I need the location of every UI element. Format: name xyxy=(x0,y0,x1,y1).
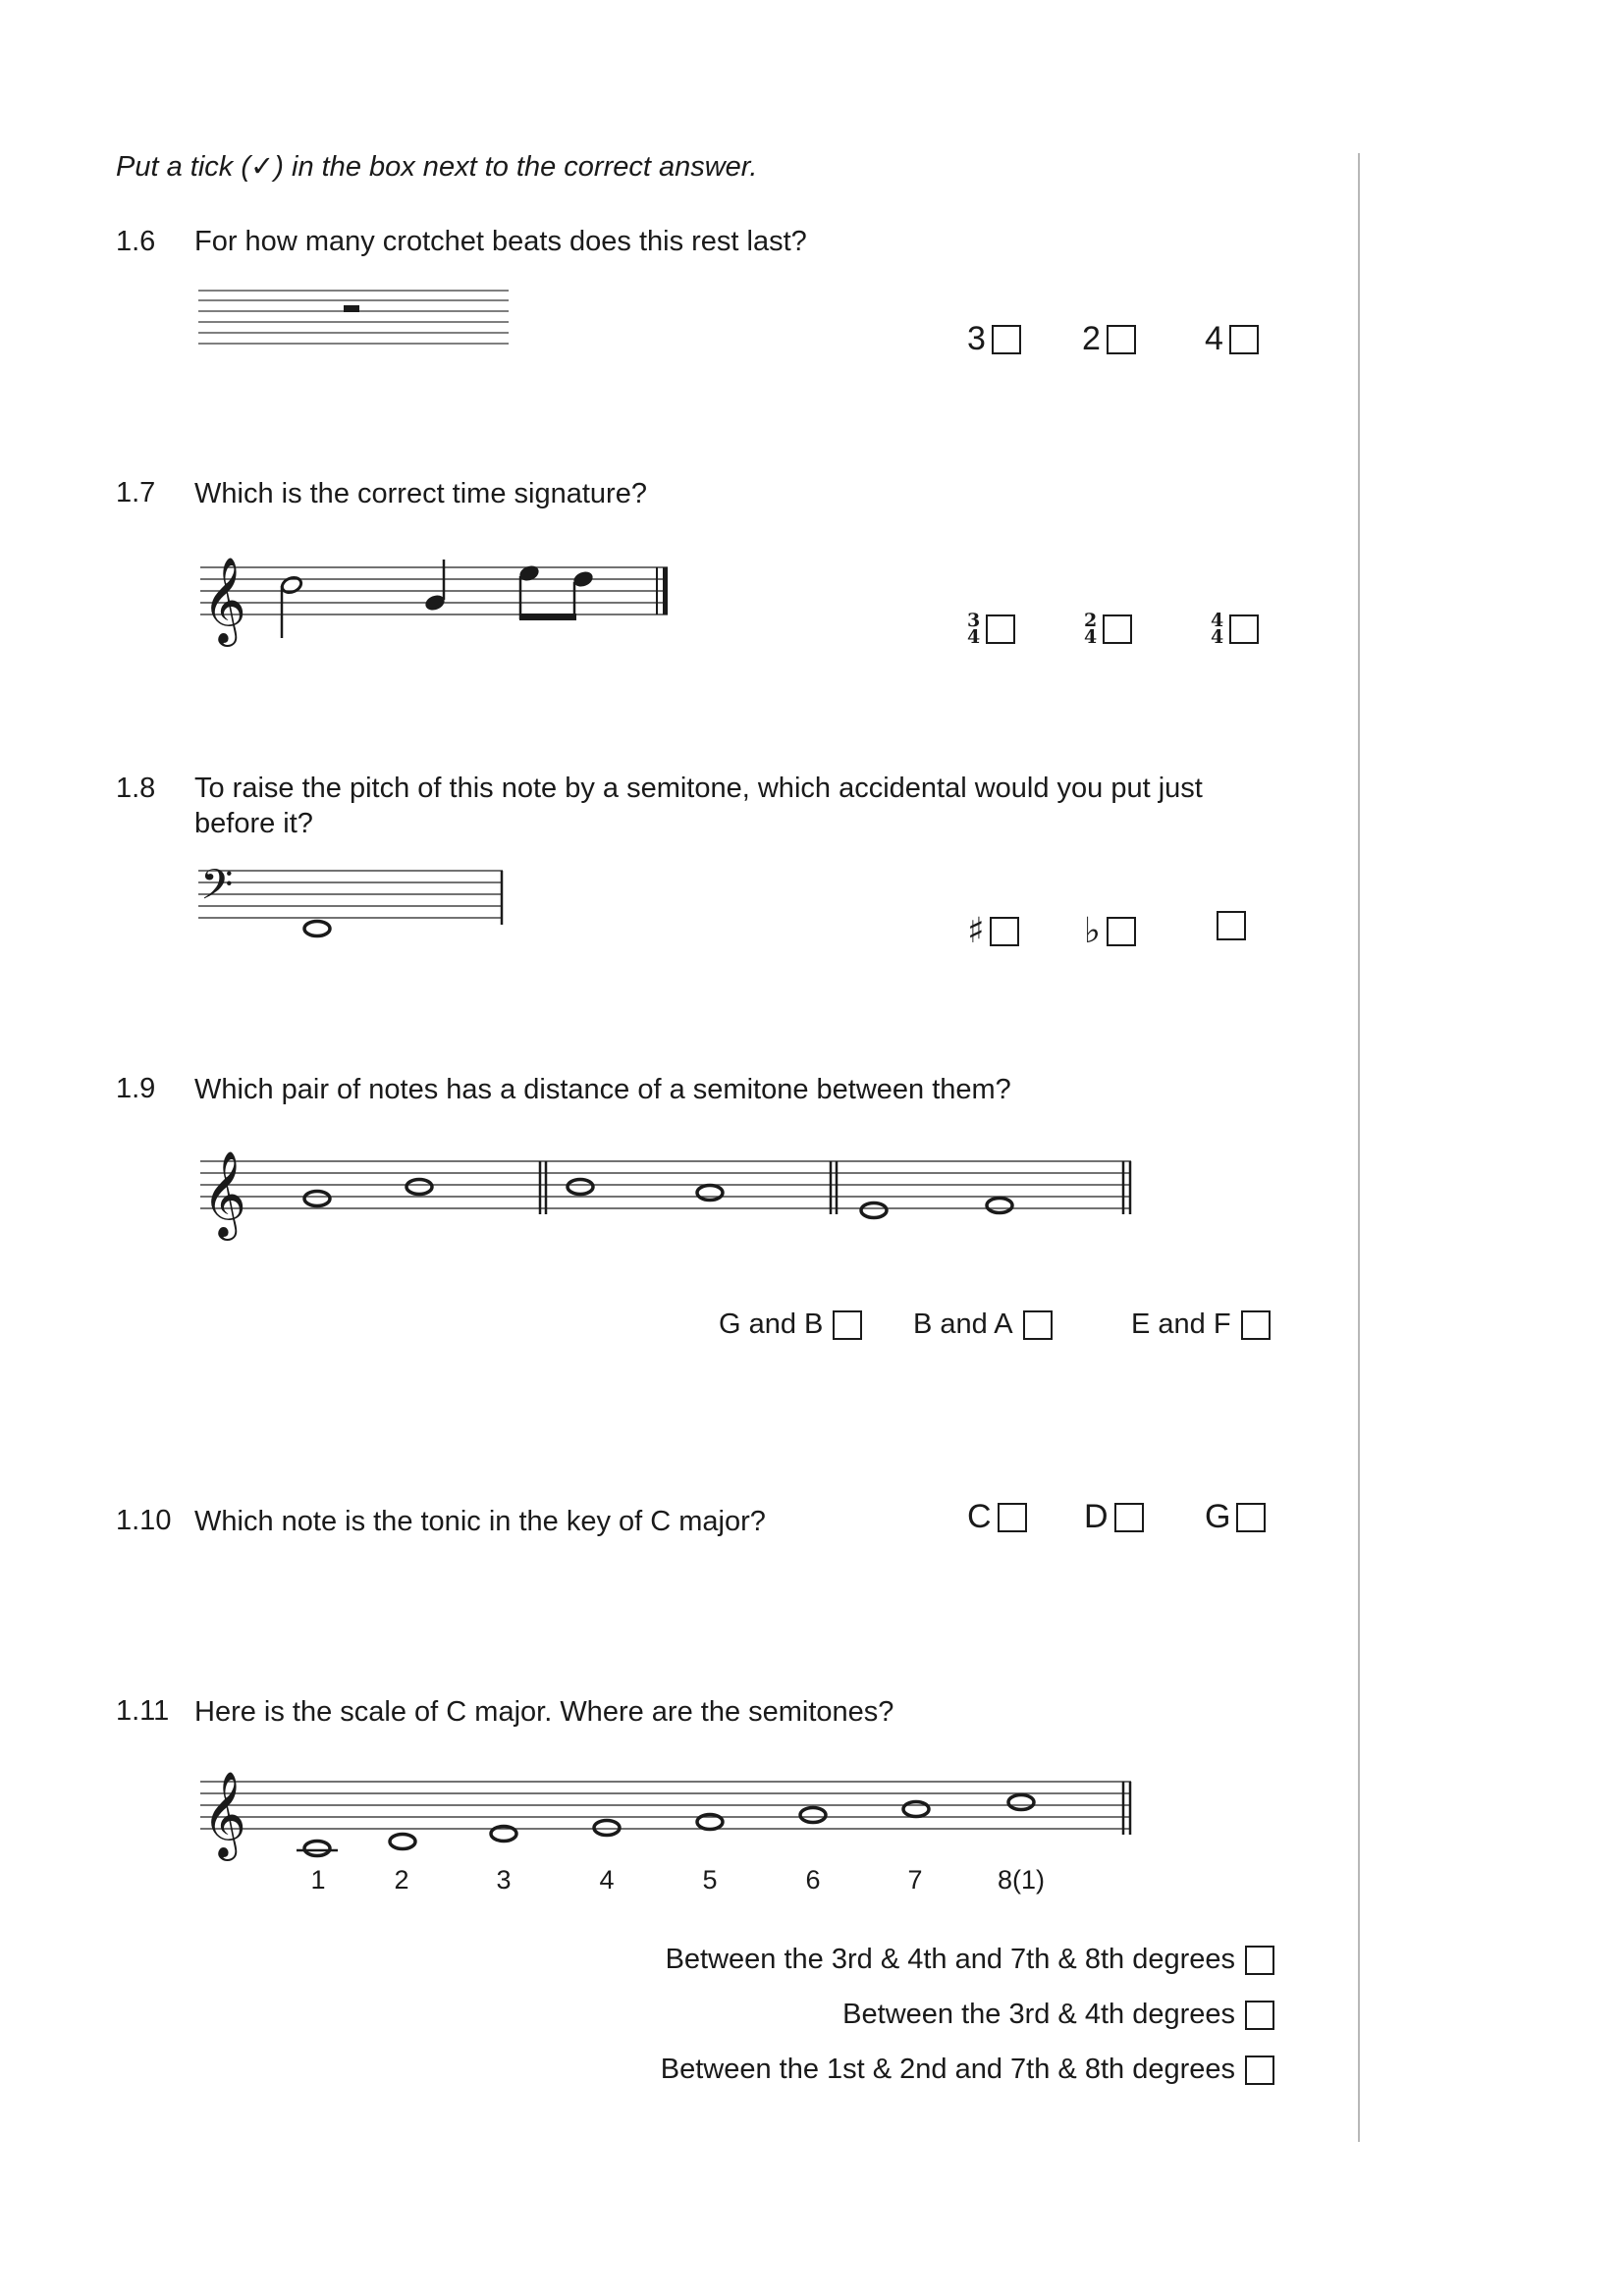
question-number: 1.7 xyxy=(116,477,156,508)
checkbox[interactable] xyxy=(1245,1946,1274,1975)
scale-note-c xyxy=(304,1842,330,1856)
option-label: G and B xyxy=(719,1308,824,1340)
question-number: 1.11 xyxy=(116,1695,170,1727)
degree-label: 5 xyxy=(702,1865,718,1895)
question-text: Here is the scale of C major. Where are the semitones? xyxy=(194,1696,894,1728)
answer-option-2[interactable] xyxy=(842,1999,1274,2031)
time-signature-top: 3 xyxy=(967,610,981,631)
checkbox[interactable] xyxy=(1245,2056,1274,2085)
flat-icon: ♭ xyxy=(1084,911,1101,951)
bass-clef-icon: 𝄢 xyxy=(200,861,234,920)
option-label: E and F xyxy=(1131,1308,1231,1340)
question-number: 1.10 xyxy=(116,1505,172,1536)
treble-clef-icon: 𝄞 xyxy=(202,1149,246,1237)
treble-clef-icon: 𝄞 xyxy=(202,1770,246,1857)
question-text: Which is the correct time signature? xyxy=(194,478,647,509)
question-text-line-1: To raise the pitch of this note by a semitone, which accidental would you put just xyxy=(194,773,1203,804)
answer-label: Between the 3rd & 4th and 7th & 8th degrees xyxy=(665,1944,1235,1975)
option-label: 3 xyxy=(967,320,986,357)
degree-label: 4 xyxy=(599,1865,615,1895)
answer-option-3[interactable] xyxy=(661,2054,1274,2086)
time-signature-top: 4 xyxy=(1211,610,1224,631)
degree-label: 2 xyxy=(394,1865,409,1895)
option-label: 4 xyxy=(1205,320,1223,357)
question-text-line-2: before it? xyxy=(194,808,313,839)
question-number: 1.6 xyxy=(116,226,156,257)
option-label: G xyxy=(1205,1498,1231,1535)
question-text: Which pair of notes has a distance of a semitone between them? xyxy=(194,1074,1011,1105)
time-signature-top: 2 xyxy=(1084,610,1098,631)
instruction-text: Put a tick (✓) in the box next to the correct answer. xyxy=(116,151,758,183)
scale-note-b xyxy=(903,1802,929,1817)
degree-label: 8(1) xyxy=(997,1865,1046,1895)
checkbox[interactable] xyxy=(1245,2001,1274,2030)
question-text: For how many crotchet beats does this rest last? xyxy=(194,226,807,257)
sharp-icon: ♯ xyxy=(967,911,985,951)
option-label: C xyxy=(967,1498,992,1535)
scale-note-c-upper xyxy=(1008,1795,1034,1810)
scale-note-d xyxy=(390,1835,415,1849)
question-number: 1.9 xyxy=(116,1073,156,1104)
option-label: B and A xyxy=(913,1308,1013,1340)
treble-clef-icon: 𝄞 xyxy=(202,556,246,643)
degree-label: 7 xyxy=(907,1865,923,1895)
answer-option-1[interactable] xyxy=(666,1944,1274,1976)
degree-label: 1 xyxy=(310,1865,326,1895)
time-signature-bottom: 4 xyxy=(967,626,981,648)
scale-note-a xyxy=(800,1808,826,1823)
scale-note-f xyxy=(594,1821,620,1836)
degree-label: 3 xyxy=(496,1865,512,1895)
option-label: 2 xyxy=(1082,320,1101,357)
question-number: 1.8 xyxy=(116,773,156,804)
question-text: Which note is the tonic in the key of C major? xyxy=(194,1506,766,1537)
answer-label: Between the 1st & 2nd and 7th & 8th degrees xyxy=(660,2054,1235,2085)
degree-label: 6 xyxy=(805,1865,821,1895)
time-signature-bottom: 4 xyxy=(1084,626,1098,648)
answer-label: Between the 3rd & 4th degrees xyxy=(842,1999,1235,2030)
time-signature-bottom: 4 xyxy=(1211,626,1224,648)
option-label: D xyxy=(1084,1498,1109,1535)
